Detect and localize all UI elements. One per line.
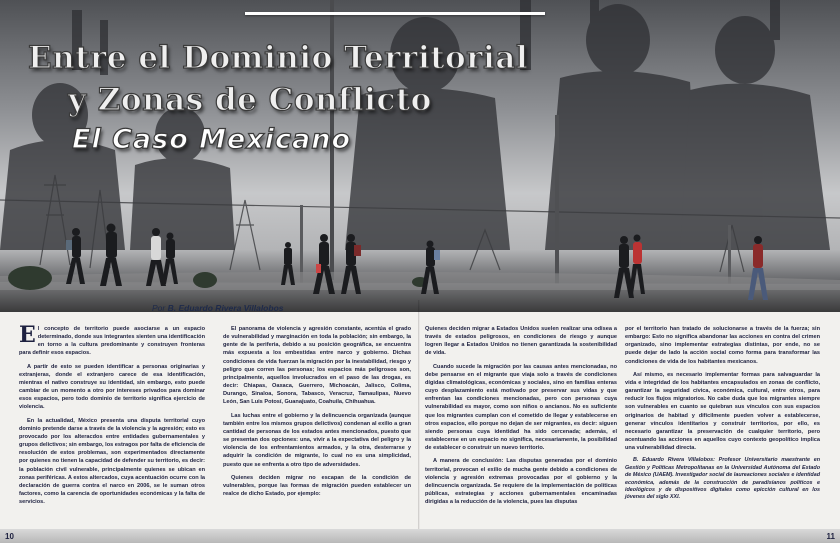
author-bio: B. Eduardo Rivera Villalobos: Profesor Universitario maestrante en Gestión y Políticas Metropolitanas en la Universidad Autónoma del Estado de México (UAEM). Investigador social de laureaciones sociales e identidad económica, además de la construcción de paradisíanos políticos e ideológicos y de dispositivos digitales como epicción cultural en los jóvenes del siglo XXI.: [625, 457, 820, 501]
byline: [152, 303, 284, 313]
dropcap: E: [19, 322, 36, 348]
paragraph-text: l concepto de territorio puede asociarse a un espacio determinado, donde sus integrantes sienten una identificación en torno a la cultura predominante y construyen fronteras para definir esos espacios.: [19, 326, 205, 357]
text-column-1: [19, 322, 205, 511]
paragraph: Quienes deciden migrar a Estados Unidos suelen realizar una odisea a través de estados peligrosos, en condiciones de riesgo y aunque logren llegar a Estados Unidos no tienen garantizada la sostenibilidad de vida.: [425, 326, 617, 357]
page-footer: [0, 529, 840, 543]
page-gutter: [418, 300, 420, 543]
title-subtitle: El Caso Mexicano: [72, 124, 351, 155]
page-number-right: 11: [826, 532, 835, 541]
paragraph: En la actualidad, México presenta una disputa territorial cuyo dominio pretende darse a través de la violencia y la agresión; esto es provocado por los alteracdos entre entidades gubernamentales y grupos delictivos; sin embargo, los estragos por falta de eficiencia de resolución de estos problemas, son experimentados directamente por quienes no tienen la capacidad de defender su territorio, es decir: la población civil vulnerable, principalmente quienes se ubican en zonas periféricas. A estos altercados, cuya acentuación ocurre con la declaración de guerra contra el narco en 2006, se le suman otros factores, como la carencia de oportunidades económicas y la falta de servicios.: [19, 417, 205, 506]
text-column-4: [625, 325, 820, 507]
paragraph: A manera de conclusión: Las disputas generadas por el dominio territorial, provocan el exilio de mucha gente debido a condiciones de violencia y agresión extremas provocadas por el gobierno y la delincuencia organizada. Se requiere de la implementación de políticas públicas, estrategias y acciones gubernamentales encaminadas dirigidas a la reducción de la violencia, pues las disputas: [425, 458, 617, 506]
paragraph: Así mismo, es necesario implementar formas para salvaguardar la vida e integridad de los habitantes encapsulados en zonas de conflicto, garantizar la seguridad cívica, económica, cultural, entre otros, para reducir los flujos migratorios. No cabe duda que los migrantes siempre son vulnerables en cuanto se quiebran sus vínculos con sus espacios originarios de habitad y difícilmente pueden volver a establecerse, generar vínculos identitarios y construir territorios, por ello, es necesario garantizar la preservación de cualquier territorio, pero acentuando las acciones en aquellos cuyo contexto geopolítico implica una vulnerabilidad directa.: [625, 371, 820, 452]
paragraph: A partir de esto se pueden identificar a personas originarias y extranjeras, donde el extranjero carece de esa identificación, mientras el nativo construye su identidad, sin embargo, esto puede cambiar de un momento a otro por intereses privados para dominar esos espacios, pero todo dominio de territorio significa ejercicio de violencia.: [19, 363, 205, 411]
decorative-top-rule: [245, 12, 545, 15]
paragraph: Quienes deciden migrar no escapan de la condición de vulnerables, porque las formas de migración pueden establecer un realce de dicho Estado, por ejemplo:: [223, 474, 411, 497]
page-number-left: 10: [5, 532, 14, 541]
paragraph: por el territorio han tratado de solucionarse a través de la fuerza; sin embargo: Esto no significa abandonar las acciones en contra del crimen organizado, sino implementar estrategias distintas, por ende, no se puede dejar de lado la acción social como forma para transformar las condiciones de vida de los habitantes mexicanos.: [625, 326, 820, 365]
text-column-2: [223, 325, 411, 503]
title-line-2: y Zonas de Conflicto: [68, 82, 432, 118]
paragraph: El panorama de violencia y agresión constante, acentúa el grado de vulnerabilidad y marginación en toda la población; sin embargo, la gente de la periferia, debido a su posición geográfica, se encuentra más expuesta a los embestidas entre narco y gobierno. Dichas condiciones de vida fuerzan la migración por la inestabilidad, riesgo y peligro que corren las personas; los espacios más peligrosos son, principalmente, aquellos involucrados en el paso de las drogas, es decir: Chiapas, Oaxaca, Guerrero, Michoacán, Jalisco, Colima, Durango, Sinaloa, Sonora, Tabasco, Veracruz, Tamaulipas, Nuevo León, San Luis Potosí, Guanajuato, Coahuila, Chihuahua.: [223, 326, 411, 406]
byline-prefix: Por: [152, 303, 166, 313]
paragraph: Las luchas entre el gobierno y la delincuencia organizada (aunque también entre los mismos grupos delictivos) condenan al exilio a gran cantidad de personas de los estados antes mencionados, puesto que se presentan dos opciones: una, vivir a la expectativa del peligro y la violencia de los enfrentamientos armados, y la otra, desterrarse y adquirir la condición de migrante, lo cual no es una simplicidad, puesto que se enfrenta a otro tipo de adversidades.: [223, 412, 411, 468]
text-column-3: [425, 325, 617, 511]
paragraph: Cuando sucede la migración por las causas antes mencionadas, no debe pensarse en el migrante que viaja solo a través de condiciones dígidas climatológicas, económicas y sociales, sino en familias enteras cuyo desplazamiento está motivado por preservar sus vidas y que enfrentan las condiciones mencionadas, pero con personas cuya vulnerabilidad es mayor, como son niños o ancianos. No es suficiente que los migrantes cumplan con el cometido de llegar y establecerse en otros espacios, ello porque no dejan de ser migrantes, es decir: siguen siendo personas cuya identidad ha sido cercenada; además, el establecerse en un espacio no significa, necesariamente, la posibilidad de establecer o construir un nuevo territorio.: [425, 363, 617, 452]
byline-author: B. Eduardo Rivera Villalobos: [167, 303, 284, 313]
title-line-1: Entre el Dominio Territorial: [28, 40, 529, 76]
paragraph: [19, 322, 205, 358]
